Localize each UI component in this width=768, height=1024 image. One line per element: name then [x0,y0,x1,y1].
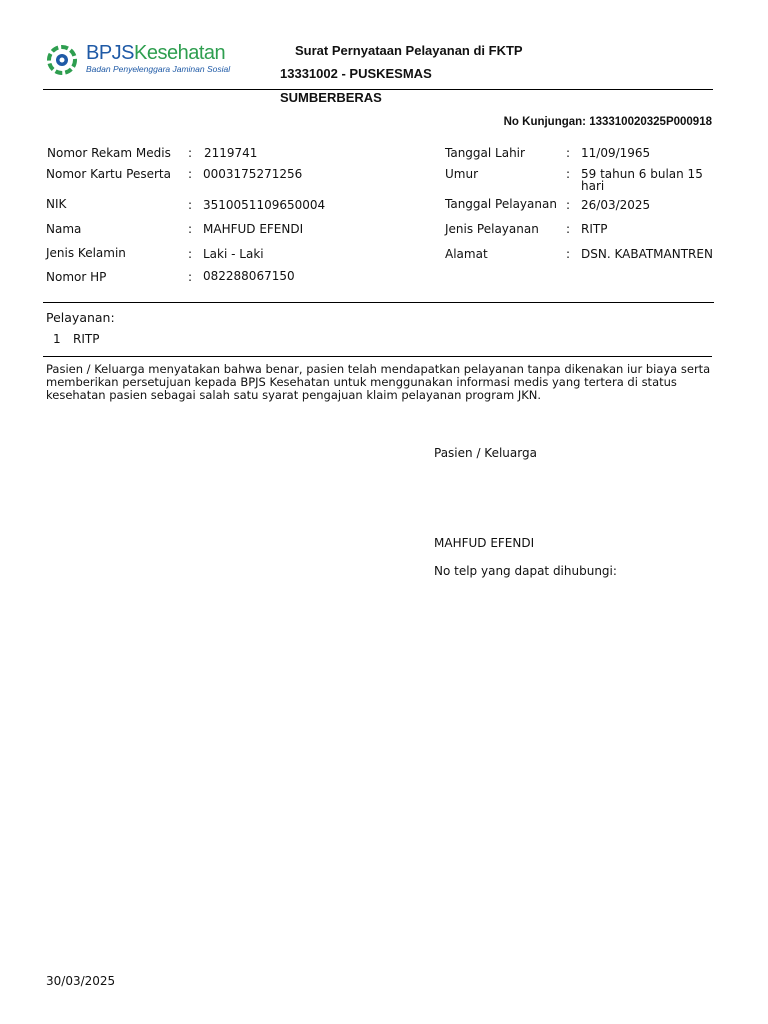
bpjs-logo [46,42,236,76]
label-address: Alamat [445,247,488,261]
value-birth-date: 11/09/1965 [581,146,651,160]
value-medical-record: 2119741 [204,146,258,160]
colon: : [566,222,571,236]
label-age: Umur [445,167,479,181]
bpjs-emblem-icon [46,44,78,76]
colon: : [188,167,193,181]
logo-brand-bpjs: BPJS [86,42,135,64]
services-heading: Pelayanan: [46,310,115,325]
value-age: 59 tahun 6 bulan 15 hari [581,167,703,193]
print-date: 30/03/2025 [46,974,116,988]
value-phone: 082288067150 [203,269,295,283]
service-name: RITP [73,332,100,346]
value-service-date: 26/03/2025 [581,198,651,212]
label-medical-record: Nomor Rekam Medis [47,146,171,160]
signature-role: Pasien / Keluarga [434,446,537,460]
label-name: Nama [46,222,82,236]
signature-name: MAHFUD EFENDI [434,536,535,550]
value-nik: 3510051109650004 [203,198,326,212]
value-service-type: RITP [581,222,608,236]
label-service-date: Tanggal Pelayanan [445,197,557,211]
statement-paragraph: Pasien / Keluarga menyatakan bahwa benar, pasien telah mendapatkan pelayanan tanpa dikenakan iur biaya serta memberikan persetujuan kepada BPJS Kesehatan untuk menggunakan informasi medis yang tertera di status kesehatan pasien sebagai salah satu syarat pengajuan klaim pelayanan program JKN. [46,362,711,402]
facility-line-2: SUMBERBERAS [280,90,382,105]
document-title: Surat Pernyataan Pelayanan di FKTP [295,43,523,58]
info-divider [43,302,714,303]
colon: : [188,146,193,160]
colon: : [566,247,571,261]
label-card-number: Nomor Kartu Peserta [46,167,171,181]
services-divider [43,356,712,357]
colon: : [566,198,571,212]
value-gender: Laki - Laki [203,247,264,261]
facility-line-1: 13331002 - PUSKESMAS [280,66,432,81]
colon: : [188,247,193,261]
colon: : [566,167,571,181]
logo-wordmark [86,42,225,65]
label-gender: Jenis Kelamin [46,246,126,260]
label-nik: NIK [46,197,67,211]
value-address: DSN. KABATMANTREN [581,247,713,261]
value-name: MAHFUD EFENDI [203,222,304,236]
colon: : [188,222,193,236]
colon: : [188,270,193,284]
logo-tagline: Badan Penyelenggara Jaminan Sosial [86,64,231,74]
visit-number: No Kunjungan: 133310020325P000918 [503,116,712,128]
value-card-number: 0003175271256 [203,167,303,181]
service-number: 1 [53,332,61,346]
phone-contact-label: No telp yang dapat dihubungi: [434,564,617,578]
label-service-type: Jenis Pelayanan [445,222,539,236]
colon: : [566,146,571,160]
logo-brand-kesehatan: Kesehatan [134,42,226,64]
colon: : [188,198,193,212]
label-phone: Nomor HP [46,270,107,284]
label-birth-date: Tanggal Lahir [445,146,525,160]
